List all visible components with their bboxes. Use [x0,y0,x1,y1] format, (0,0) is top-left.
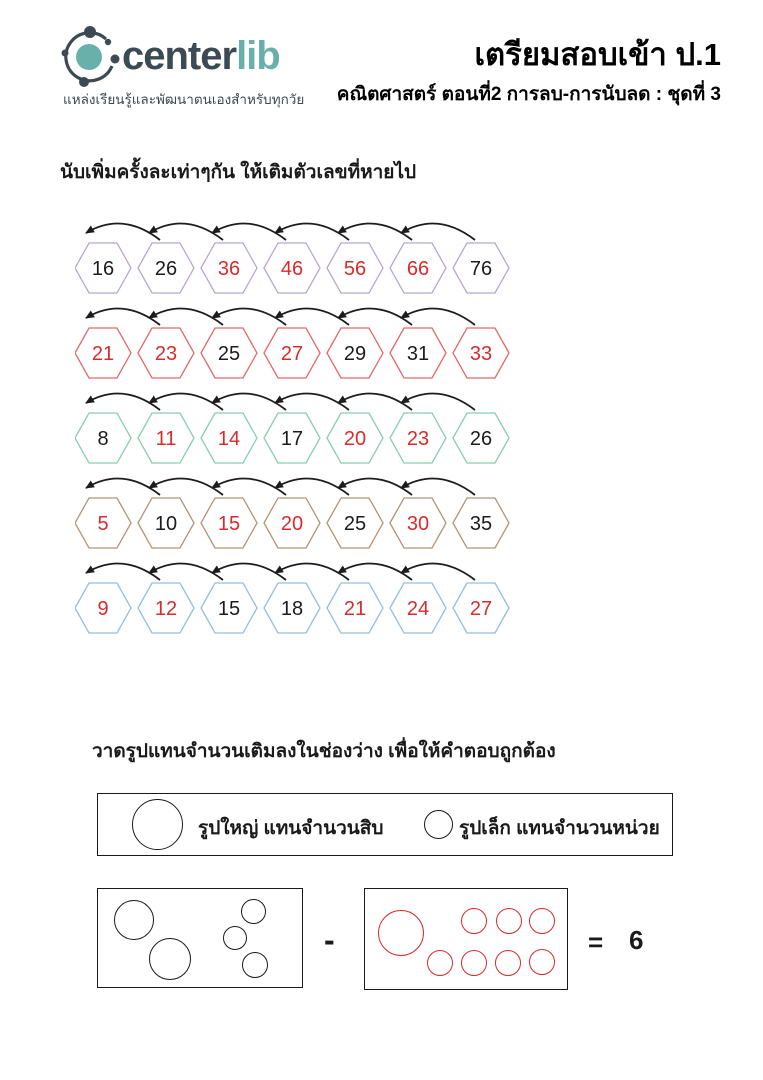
units-circle [427,950,453,976]
step-arrow [338,394,412,410]
orbit-dots-icon [60,26,120,88]
equals-sign: = [588,927,604,957]
hexagon-answer-number: 14 [217,428,241,450]
step-arrow [212,224,286,240]
tens-circle-sample [132,799,183,850]
hexagon-answer-number: 27 [469,598,493,620]
minuend-box [97,888,303,988]
step-arrow [338,224,412,240]
legend-box [97,793,673,856]
tens-legend-label: รูปใหญ่ แทนจำนวนสิบ [198,818,384,839]
hexagon-number: 17 [280,428,304,450]
units-circle [529,908,555,934]
step-arrow [86,564,160,580]
subtrahend-box [364,888,568,990]
hexagon-answer-number: 27 [280,343,304,365]
hexagon-number: 26 [154,258,178,280]
step-arrow [275,564,349,580]
instruction-count-up: นับเพิ่มครั้งละเท่าๆกัน ให้เติมตัวเลขที่หายไป [60,162,417,183]
step-arrow [212,394,286,410]
brand-wordmark [122,34,280,79]
units-circle [461,950,487,976]
tens-circle [149,938,191,980]
brand-tagline: แหล่งเรียนรู้และพัฒนาตนเองสำหรับทุกวัย [63,92,305,107]
step-arrow [212,479,286,495]
step-arrow [149,394,223,410]
hexagon-number: 35 [469,513,493,535]
step-arrow [401,564,475,580]
document-header [337,36,721,109]
step-arrow [149,564,223,580]
minus-sign: - [324,922,335,958]
units-circle [461,908,487,934]
hexagon-number: 10 [154,513,178,535]
units-circle [496,908,522,934]
hexagon-number: 8 [97,428,109,450]
result-value: 6 [629,925,644,955]
hexagon-answer-number: 21 [91,343,115,365]
step-arrow [86,394,160,410]
brand-secondary: lib [236,34,280,78]
step-arrow [275,309,349,325]
page-title: เตรียมสอบเข้า ป.1 [474,37,721,72]
step-arrow [149,479,223,495]
logo-center-dot [76,44,102,70]
step-arrow [401,309,475,325]
hexagon-answer-number: 11 [155,428,177,450]
step-arrow [338,309,412,325]
hexagon-answer-number: 20 [280,513,304,535]
hexagon-answer-number: 23 [406,428,430,450]
tens-circle [114,900,154,940]
hexagon-answer-number: 24 [406,598,430,620]
hexagon-answer-number: 20 [343,428,367,450]
step-arrow [212,309,286,325]
hexagon-number: 18 [280,598,304,620]
hexagon-number: 76 [469,258,493,280]
units-circle [495,950,521,976]
hexagon-answer-number: 66 [406,258,430,280]
units-legend-label: รูปเล็ก แทนจำนวนหน่วย [459,818,660,839]
units-circle-sample [424,810,453,839]
instruction-draw-shapes: วาดรูปแทนจำนวนเติมลงในช่องว่าง เพื่อให้คำตอบถูกต้อง [92,741,556,762]
step-arrow [275,224,349,240]
hexagon-answer-number: 56 [343,258,367,280]
hexagon-row-2 [75,300,515,380]
hexagon-answer-number: 5 [97,513,109,535]
step-arrow [149,309,223,325]
step-arrow [401,224,475,240]
hexagon-answer-number: 46 [280,258,304,280]
hexagon-answer-number: 12 [154,598,178,620]
hexagon-answer-number: 33 [469,343,493,365]
hexagon-number: 16 [91,258,115,280]
step-arrow [401,394,475,410]
step-arrow [401,479,475,495]
hexagon-answer-number: 36 [217,258,241,280]
brand-primary: center [122,34,237,78]
hexagon-number: 25 [217,343,241,365]
step-arrow [275,394,349,410]
step-arrow [275,479,349,495]
hexagon-answer-number: 9 [97,598,109,620]
hexagon-row-3 [75,385,515,465]
hexagon-row-5 [75,555,515,635]
hexagon-row-1 [75,215,515,295]
units-circle [223,926,247,950]
step-arrow [338,564,412,580]
units-circle [241,899,266,924]
hexagon-answer-number: 21 [343,598,367,620]
hexagon-row-4 [75,470,515,550]
step-arrow [212,564,286,580]
hexagon-answer-number: 15 [217,513,241,535]
step-arrow [338,479,412,495]
hexagon-number: 25 [343,513,367,535]
page-subtitle: คณิตศาสตร์ ตอนที่2 การลบ-การนับลด : ชุดที่ 3 [336,83,721,105]
units-circle [242,952,268,978]
hexagon-sequence-section [75,215,515,640]
step-arrow [86,309,160,325]
step-arrow [149,224,223,240]
tens-circle [378,910,424,956]
step-arrow [86,224,160,240]
hexagon-number: 26 [469,428,493,450]
step-arrow [86,479,160,495]
hexagon-answer-number: 30 [406,513,430,535]
hexagon-number: 15 [217,598,241,620]
hexagon-number: 29 [343,343,367,365]
hexagon-answer-number: 23 [154,343,178,365]
units-circle [529,949,555,975]
hexagon-number: 31 [406,343,430,365]
